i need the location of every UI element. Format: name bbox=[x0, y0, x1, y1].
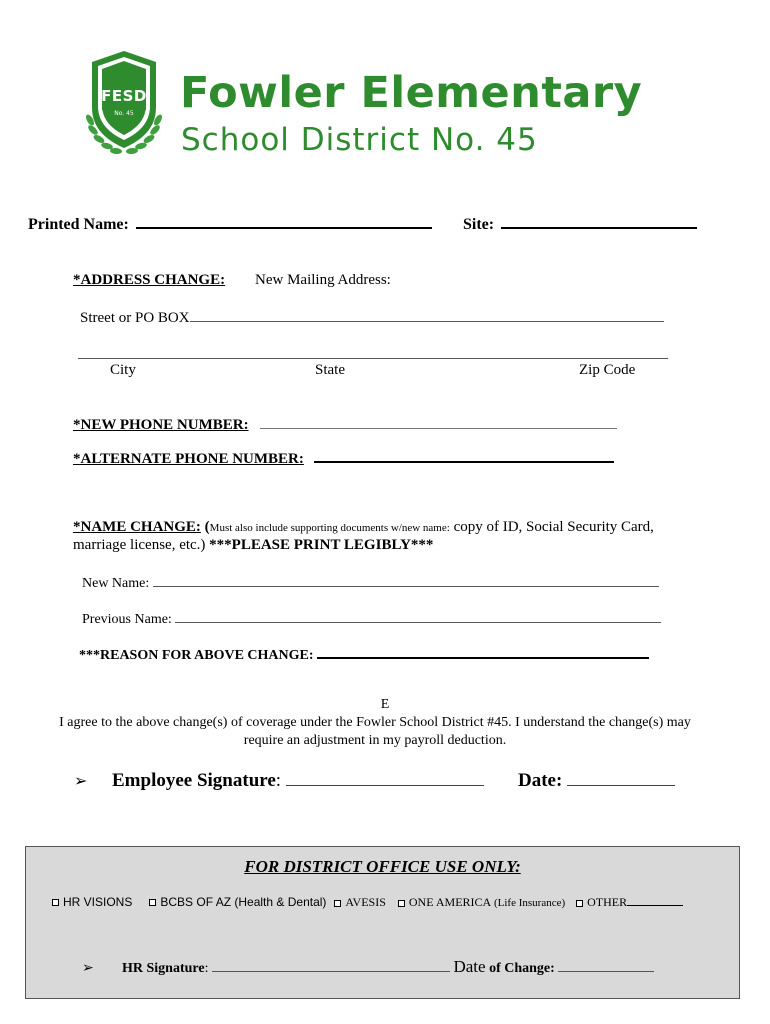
print-legibly-note: ***PLEASE PRINT LEGIBLY*** bbox=[205, 537, 434, 553]
new-phone-row bbox=[73, 415, 617, 434]
checkbox-icon[interactable] bbox=[576, 900, 583, 907]
option-other[interactable]: OTHER bbox=[576, 895, 683, 909]
reason-field[interactable] bbox=[317, 644, 649, 659]
seal-subtext: No. 45 bbox=[114, 110, 134, 117]
checkbox-icon[interactable] bbox=[149, 899, 156, 906]
name-change-line2 bbox=[73, 537, 433, 554]
alternate-phone-field[interactable] bbox=[314, 448, 614, 463]
alternate-phone-label: *ALTERNATE PHONE NUMBER: bbox=[73, 451, 304, 467]
office-use-box bbox=[25, 846, 740, 999]
name-change-note-line2: marriage license, etc.) bbox=[73, 537, 206, 553]
reason-row bbox=[79, 644, 649, 664]
name-change-note: copy of ID, Social Security Card, bbox=[449, 519, 654, 535]
printed-name-label: Printed Name: bbox=[28, 216, 129, 233]
new-phone-label: *NEW PHONE NUMBER: bbox=[73, 417, 249, 433]
street-field[interactable] bbox=[190, 308, 664, 322]
signature-arrow-icon: ➢ bbox=[74, 771, 88, 790]
printed-name-field[interactable] bbox=[136, 214, 432, 229]
state-label: State bbox=[315, 362, 345, 378]
hr-signature-arrow-icon: ➢ bbox=[82, 960, 94, 976]
agreement-line1: I agree to the above change(s) of coverage under the Fowler School District #45. I understand the change(s) may bbox=[59, 715, 691, 730]
option-hr-visions[interactable]: HR VISIONS bbox=[52, 895, 132, 909]
alternate-phone-row bbox=[73, 448, 614, 468]
name-change-heading: *NAME CHANGE: bbox=[73, 519, 201, 535]
hr-signature-row: HR Signature: Date of Change: bbox=[122, 957, 654, 977]
option-avesis[interactable]: AVESIS bbox=[334, 895, 385, 909]
new-mailing-address-label: New Mailing Address: bbox=[255, 272, 391, 288]
new-phone-field[interactable] bbox=[260, 415, 617, 429]
previous-name-label: Previous Name: bbox=[82, 612, 172, 627]
street-row bbox=[80, 308, 664, 327]
district-subtitle: School District No. 45 bbox=[181, 122, 538, 158]
address-change-heading: *ADDRESS CHANGE: bbox=[73, 272, 226, 288]
employee-date-field[interactable] bbox=[567, 769, 675, 786]
checkbox-icon[interactable] bbox=[398, 900, 405, 907]
office-options-row bbox=[52, 895, 683, 910]
other-field[interactable] bbox=[627, 895, 683, 906]
agreement-marker: E bbox=[380, 697, 390, 712]
printed-name-row bbox=[28, 214, 432, 234]
previous-name-field[interactable] bbox=[175, 609, 661, 623]
new-name-row bbox=[82, 573, 659, 592]
checkbox-icon[interactable] bbox=[52, 899, 59, 906]
new-name-field[interactable] bbox=[153, 573, 659, 587]
street-label: Street or PO BOX bbox=[80, 310, 190, 326]
option-one-america[interactable]: ONE AMERICA (Life Insurance) bbox=[398, 895, 565, 909]
checkbox-icon[interactable] bbox=[334, 900, 341, 907]
previous-name-row bbox=[82, 609, 661, 628]
name-change-note-small: Must also include supporting documents w/new name: bbox=[209, 522, 450, 534]
district-title: Fowler Elementary bbox=[180, 68, 643, 118]
zip-label: Zip Code bbox=[579, 362, 636, 378]
reason-label: ***REASON FOR ABOVE CHANGE: bbox=[79, 648, 314, 663]
district-logo bbox=[84, 48, 164, 160]
employee-signature-field[interactable] bbox=[286, 769, 484, 786]
site-field[interactable] bbox=[501, 214, 697, 229]
name-change-line1: *NAME CHANGE: (Must also include supporting documents w/new name: copy of ID, Social Security Card, bbox=[73, 519, 654, 535]
city-state-zip-field[interactable] bbox=[78, 345, 668, 359]
site-label: Site: bbox=[463, 216, 495, 233]
employee-date-row bbox=[518, 769, 675, 792]
site-row bbox=[463, 214, 697, 234]
employee-signature-row: Employee Signature: bbox=[112, 769, 484, 792]
office-use-heading: FOR DISTRICT OFFICE USE ONLY: bbox=[244, 857, 521, 876]
hr-signature-label: HR Signature bbox=[122, 961, 205, 976]
seal-text: FESD bbox=[101, 87, 147, 105]
employee-signature-label: Employee Signature bbox=[112, 770, 276, 791]
hr-signature-field[interactable] bbox=[212, 958, 450, 972]
new-name-label: New Name: bbox=[82, 576, 150, 591]
agreement-line2: require an adjustment in my payroll deduction. bbox=[243, 733, 507, 748]
city-label: City bbox=[110, 362, 136, 378]
employee-date-label: Date: bbox=[518, 770, 563, 791]
date-of-change-field[interactable] bbox=[558, 958, 654, 972]
date-of-change-label: Date of Change: bbox=[453, 957, 555, 976]
option-bcbs[interactable]: BCBS OF AZ (Health & Dental) bbox=[149, 895, 326, 909]
